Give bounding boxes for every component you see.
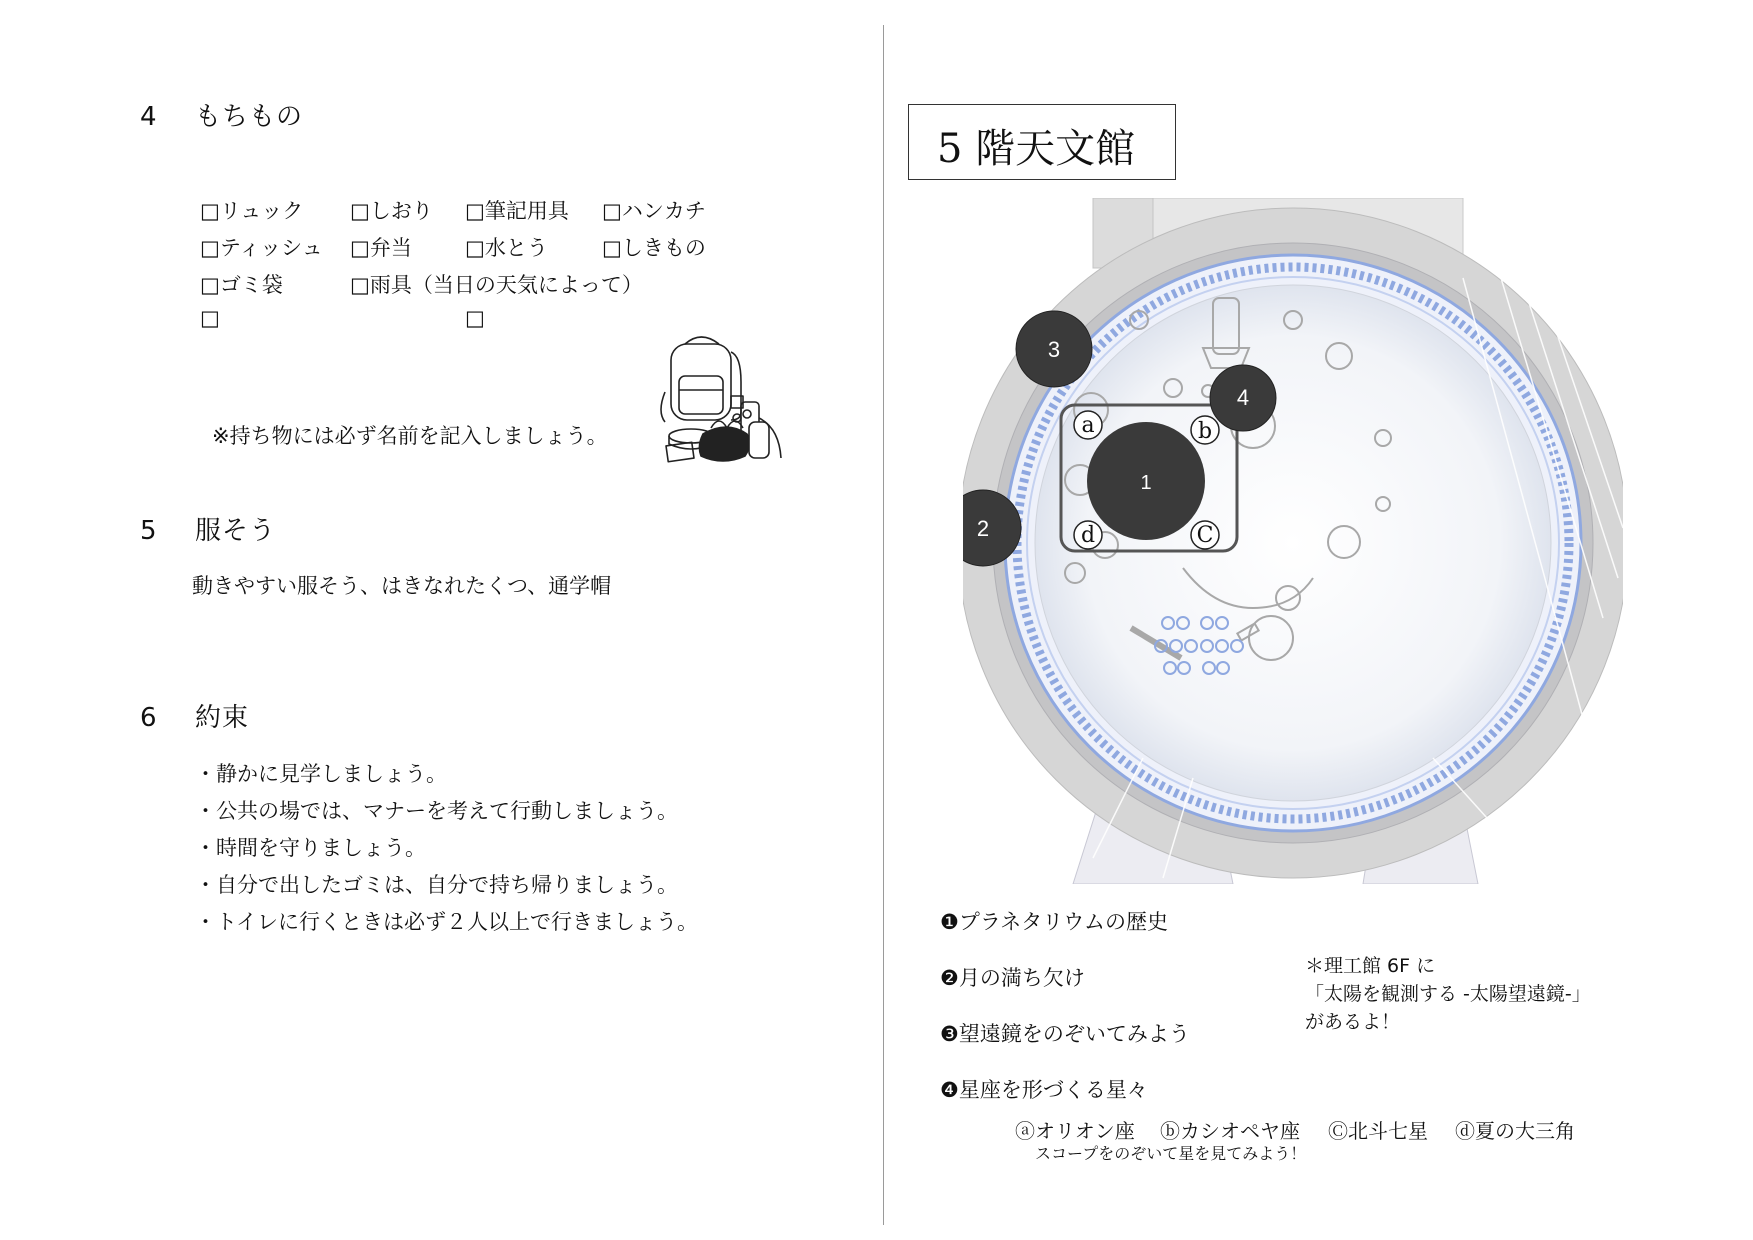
constellation-d: ⓓ夏の大三角 [1455,1119,1575,1143]
checklist-item[interactable]: □水とう [465,236,548,260]
checklist-item[interactable]: □雨具（当日の天気によって） [350,273,643,297]
checklist-row [200,195,760,232]
letter-d: d [1080,523,1096,548]
list-item: ・自分で出したゴミは、自分で持ち帰りましょう。 [195,873,678,897]
constellation-c: Ⓒ北斗七星 [1328,1119,1428,1143]
list-item: ・トイレに行くときは必ず２人以上で行きましょう。 [195,910,698,934]
map-marker-1: 1 [1140,472,1152,494]
list-item: ・時間を守りましょう。 [195,836,426,860]
checklist-item[interactable]: □ティッシュ [200,236,323,260]
legend-item-3: ❸望遠鏡をのぞいてみよう [940,1022,1190,1046]
name-note: ※持ち物には必ず名前を記入しましょう。 [212,424,608,448]
list-item: ・静かに見学しましょう。 [195,762,447,786]
constellation-a: ⓐオリオン座 [1015,1119,1135,1143]
floor-title-box [908,104,1176,180]
checklist-item[interactable]: □ [200,306,220,330]
checklist [200,195,760,345]
floor-plan [963,198,1623,884]
clothing-text: 動きやすい服そう、はきなれたくつ、通学帽 [192,574,612,598]
letter-c: C [1196,523,1214,548]
section-heading-belongings: 4 もちもの [140,102,304,132]
section-heading-clothing: 5 服そう [140,516,277,546]
checklist-item[interactable]: □ゴミ袋 [200,273,283,297]
list-item: ・公共の場では、マナーを考えて行動しましょう。 [195,799,678,823]
legend-item-4: ❹星座を形づくる星々 [940,1078,1148,1102]
map-marker-3: 3 [1047,337,1061,362]
legend-item-2: ❷月の満ち欠け [940,966,1085,990]
backpack-illustration [655,326,795,466]
checklist-item[interactable]: □弁当 [350,236,412,260]
riko-note: ＊理工館 6F に 「太陽を観測する -太陽望遠鏡-」 があるよ！ [1305,955,1591,1033]
checklist-item[interactable]: □しおり [350,199,433,223]
page-divider [883,25,884,1225]
checklist-item[interactable]: □ [465,306,485,330]
constellation-b: ⓑカシオペヤ座 [1160,1119,1300,1143]
legend-item-1: ❶プラネタリウムの歴史 [940,910,1168,934]
checklist-item[interactable]: □リュック [200,199,304,223]
checklist-row [200,232,760,269]
floor-title: 5 階天文館 [937,126,1136,172]
section-heading-promises: 6 約束 [140,703,250,733]
checklist-item[interactable]: □ハンカチ [602,199,706,223]
scope-note: スコープをのぞいて星を見てみよう！ [1035,1144,1307,1163]
letter-a: a [1081,413,1095,438]
checklist-row [200,269,760,306]
checklist-item[interactable]: □しきもの [602,236,706,260]
checklist-item[interactable]: □筆記用具 [465,199,569,223]
letter-b: b [1197,419,1213,444]
map-marker-2: 2 [976,516,990,541]
map-marker-4: 4 [1236,385,1250,410]
